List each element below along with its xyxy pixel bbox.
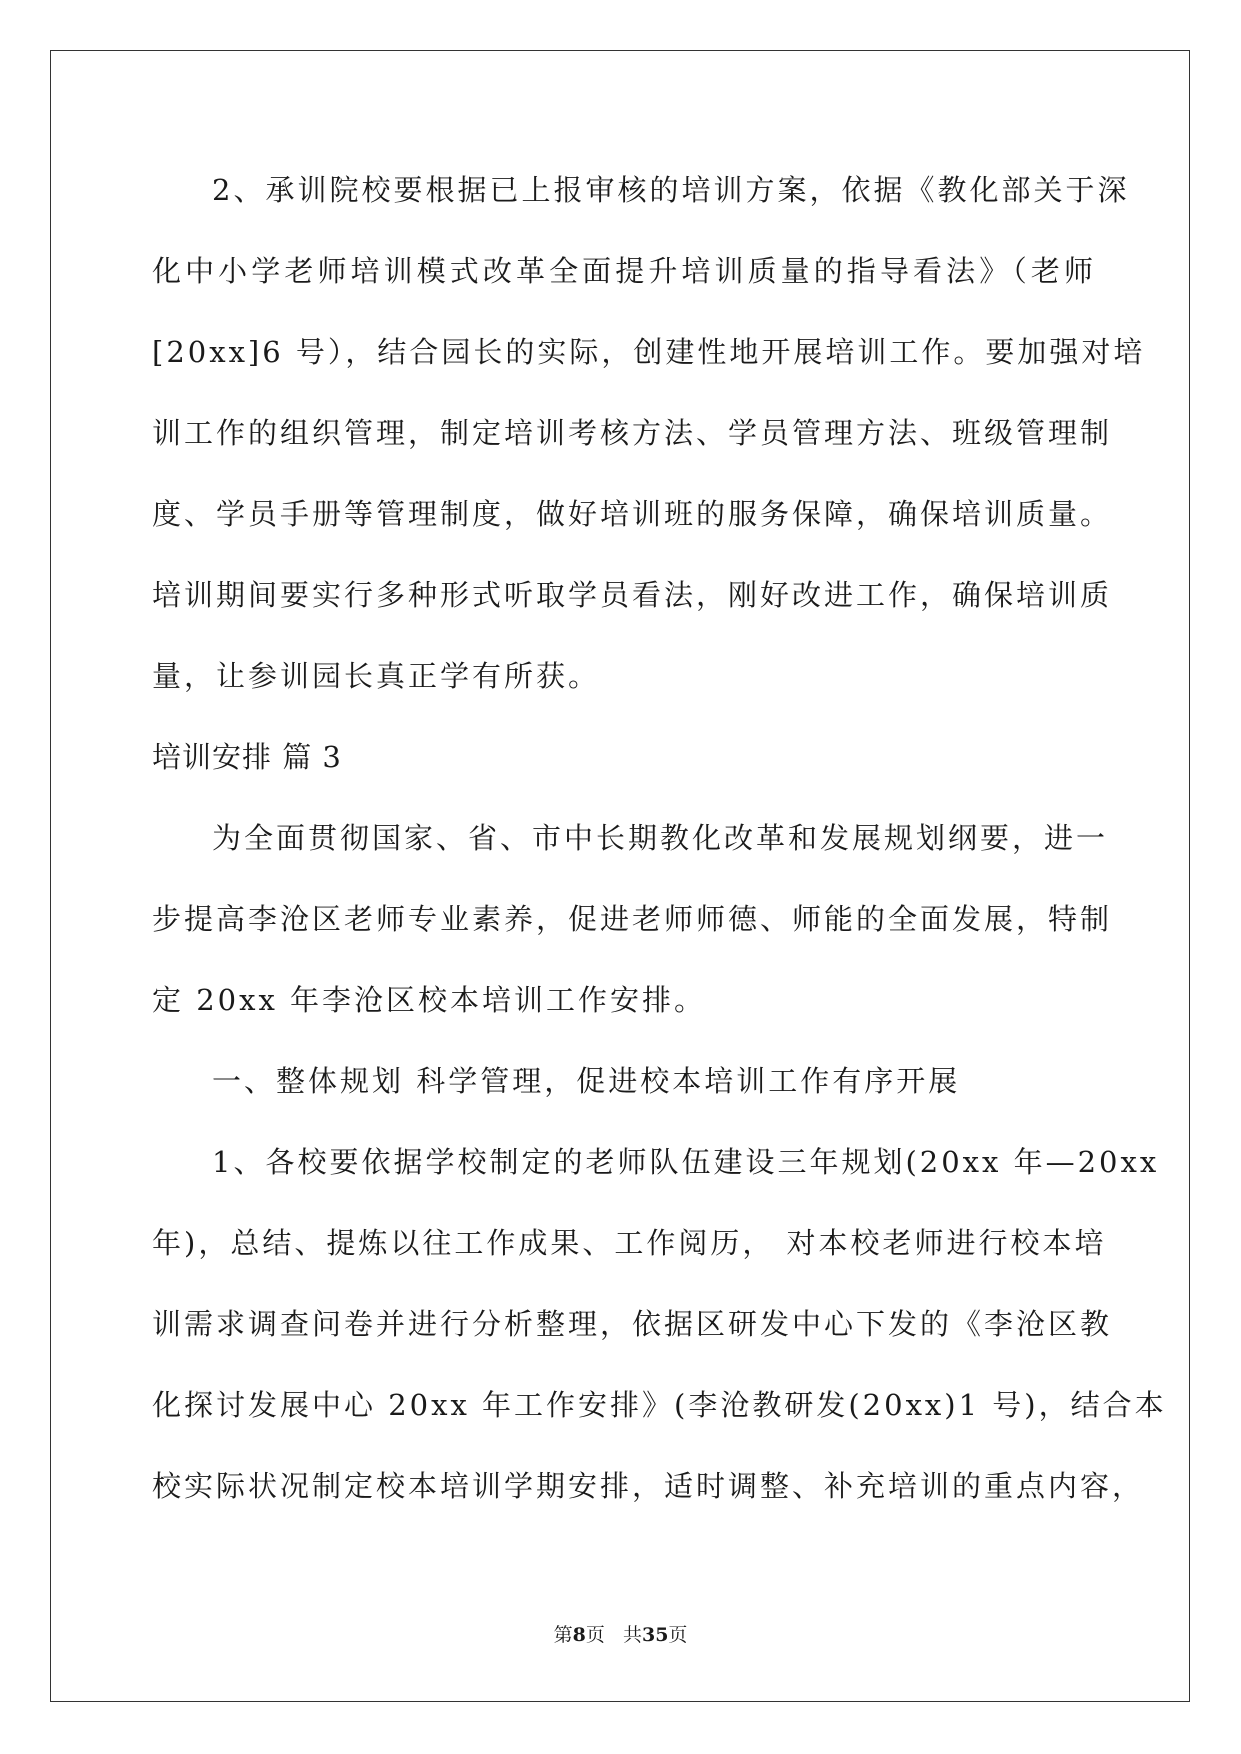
paragraph-line: 步提高李沧区老师专业素养，促进老师师德、师能的全面发展，特制 [152, 902, 1113, 936]
total-pages: 35 [641, 1624, 669, 1646]
paragraph-line: 培训期间要实行多种形式听取学员看法，刚好改进工作，确保培训质 [152, 578, 1113, 612]
paragraph-line: [20xx]6 号），结合园长的实际，创建性地开展培训工作。要加强对培 [152, 335, 1146, 369]
paragraph-line: 校实际状况制定校本培训学期安排，适时调整、补充培训的重点内容， [152, 1469, 1145, 1503]
subheading: 一、整体规划 科学管理，促进校本培训工作有序开展 [212, 1064, 961, 1098]
paragraph-line: 2、承训院校要根据已上报审核的培训方案，依据《教化部关于深 [212, 173, 1130, 207]
paragraph-line: 化探讨发展中心 20xx 年工作安排》(李沧教研发(20xx)1 号)，结合本 [152, 1388, 1167, 1422]
footer-prefix: 第 [553, 1624, 573, 1646]
current-page-number: 8 [572, 1624, 586, 1646]
paragraph-line: 训需求调查问卷并进行分析整理，依据区研发中心下发的《李沧区教 [152, 1307, 1113, 1341]
footer-total-suffix: 页 [668, 1624, 688, 1646]
section-heading: 培训安排 篇 3 [152, 740, 342, 774]
paragraph-line: 量，让参训园长真正学有所获。 [152, 659, 601, 693]
footer-total-prefix: 共 [622, 1624, 642, 1646]
paragraph-line: 定 20xx 年李沧区校本培训工作安排。 [152, 983, 707, 1017]
paragraph-line: 化中小学老师培训模式改革全面提升培训质量的指导看法》（老师 [152, 254, 1096, 288]
paragraph-line: 度、学员手册等管理制度，做好培训班的服务保障，确保培训质量。 [152, 497, 1113, 531]
paragraph-line: 年)，总结、提炼以往工作成果、工作阅历， 对本校老师进行校本培 [152, 1226, 1107, 1260]
paragraph-line: 1、各校要依据学校制定的老师队伍建设三年规划(20xx 年—20xx [212, 1145, 1160, 1179]
footer-page-suffix: 页 [585, 1624, 605, 1646]
paragraph-line: 训工作的组织管理，制定培训考核方法、学员管理方法、班级管理制 [152, 416, 1113, 450]
page-footer [0, 1623, 1241, 1647]
page-border [50, 50, 1190, 1702]
paragraph-line: 为全面贯彻国家、省、市中长期教化改革和发展规划纲要，进一 [212, 821, 1109, 855]
